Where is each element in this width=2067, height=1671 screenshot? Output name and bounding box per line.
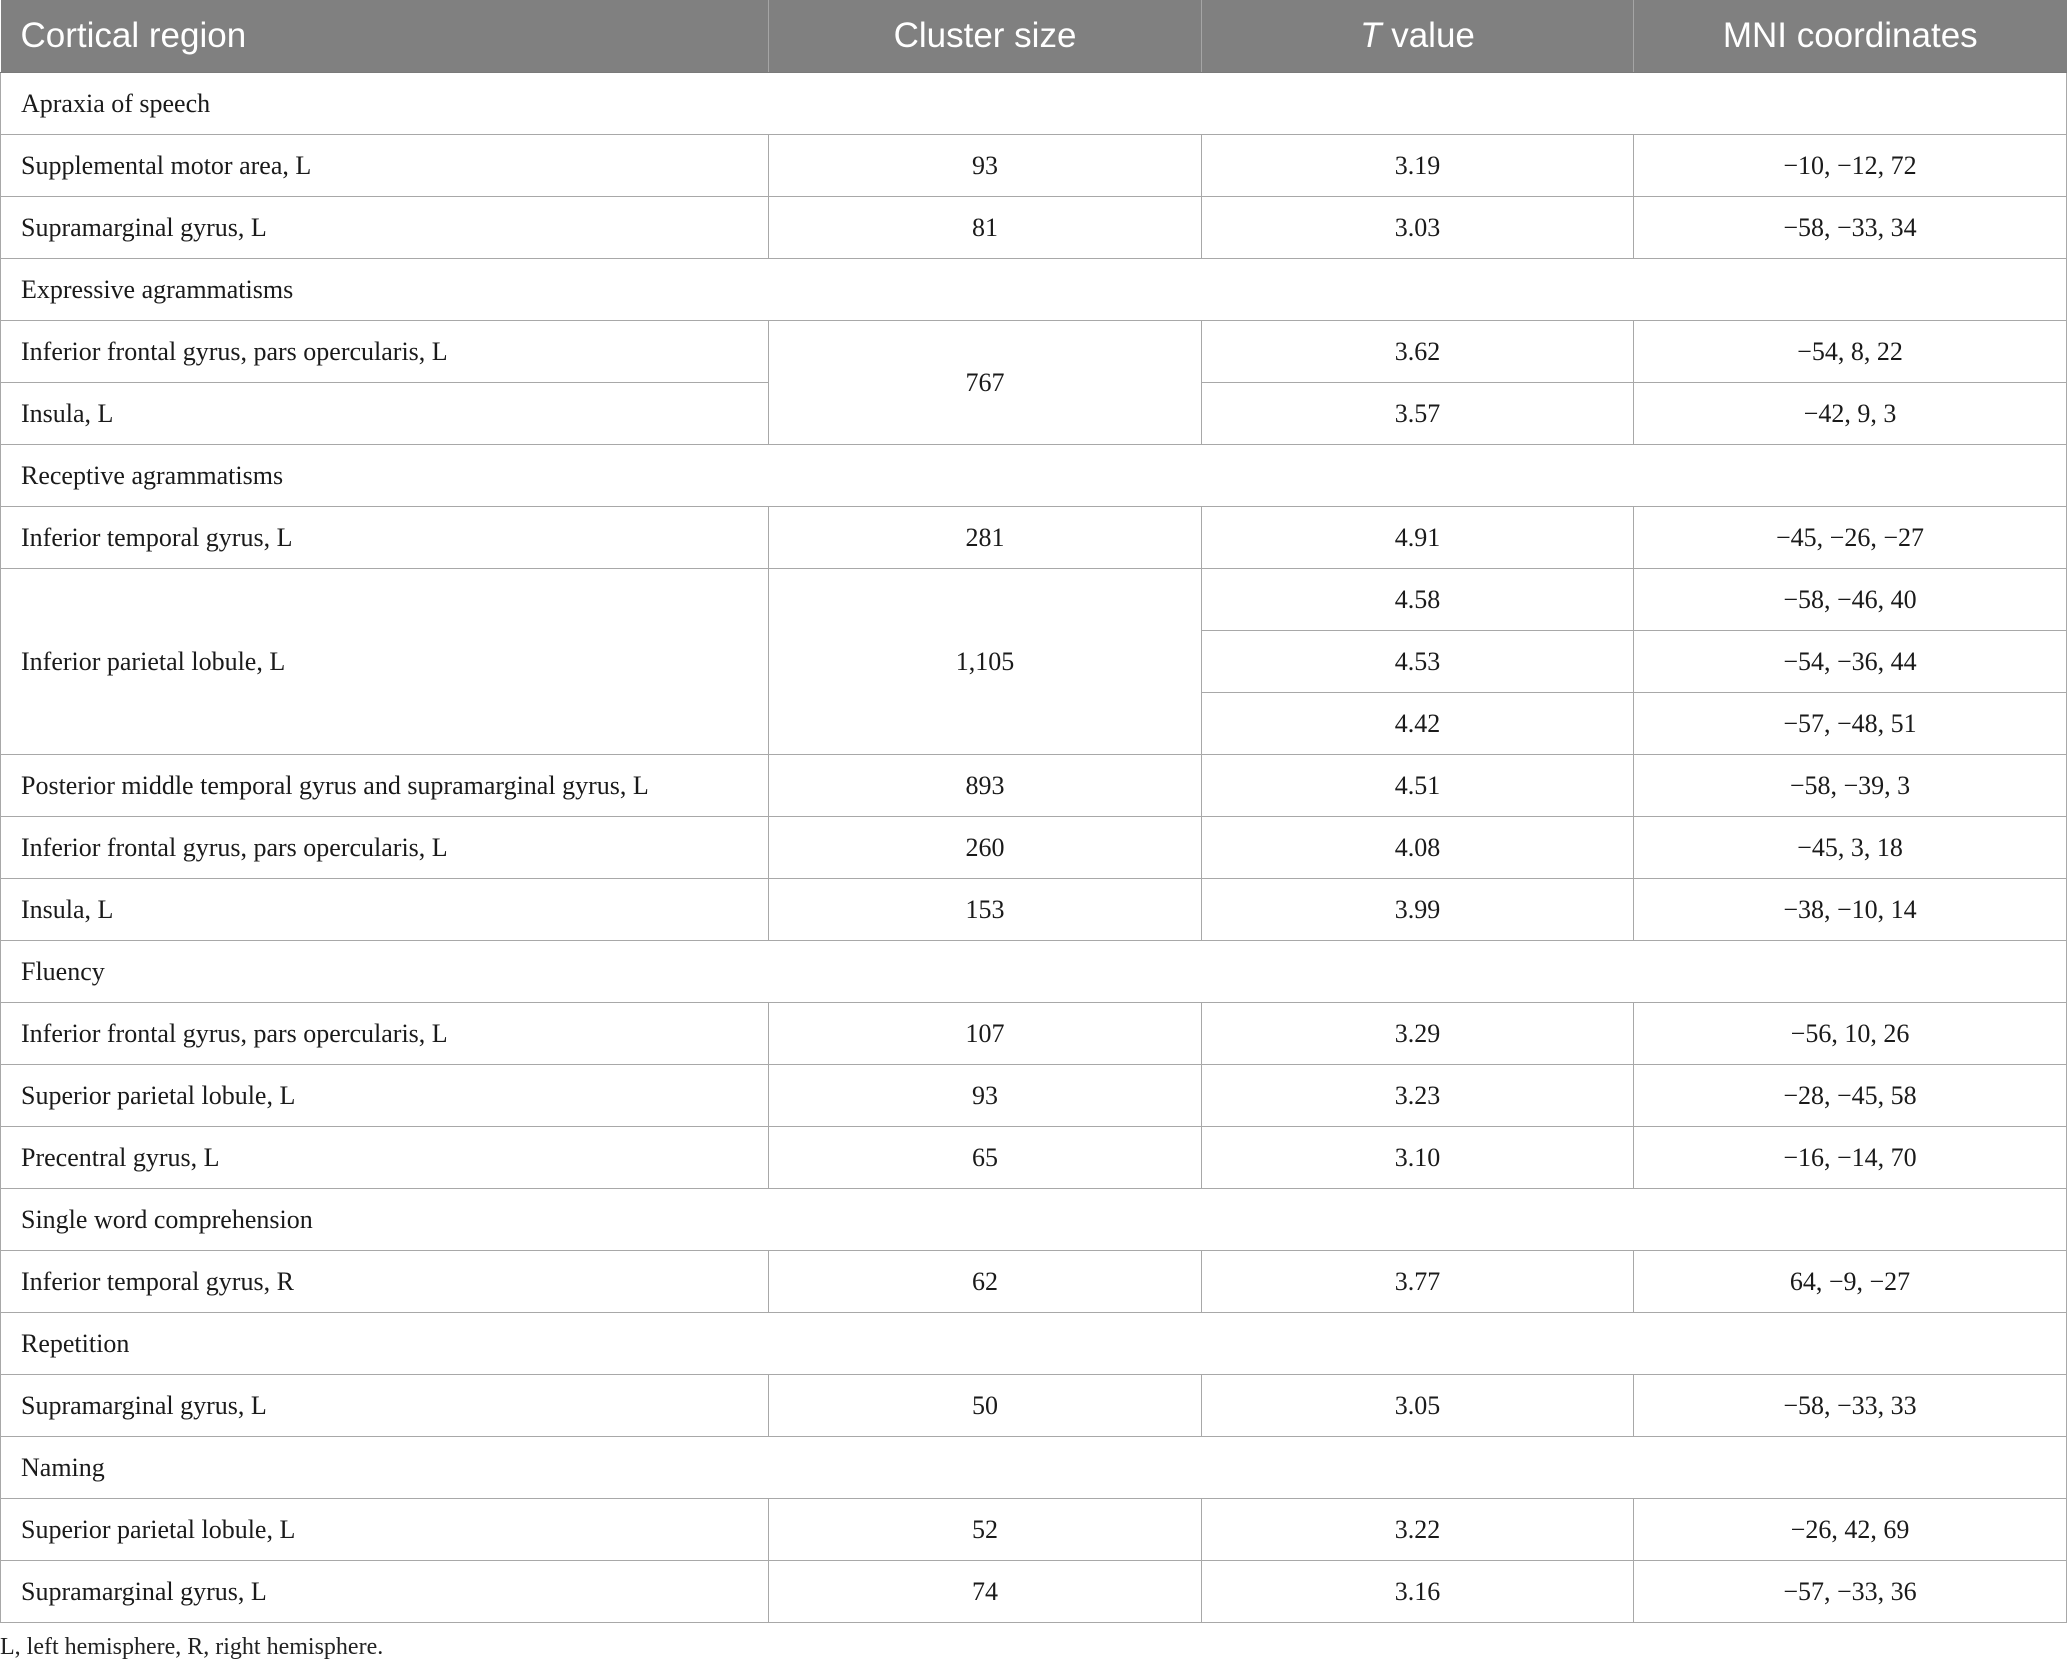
mni-cell: −54, 8, 22 bbox=[1634, 321, 2067, 383]
mni-cell: −58, −46, 40 bbox=[1634, 569, 2067, 631]
section-title: Expressive agrammatisms bbox=[1, 259, 2067, 321]
region-cell: Superior parietal lobule, L bbox=[1, 1499, 769, 1561]
t-value-cell: 3.57 bbox=[1202, 383, 1634, 445]
region-cell: Posterior middle temporal gyrus and supramarginal gyrus, L bbox=[1, 755, 769, 817]
section-row-expressive-agrammatisms bbox=[1, 259, 2067, 321]
mni-cell: −54, −36, 44 bbox=[1634, 631, 2067, 693]
t-value-cell: 3.10 bbox=[1202, 1127, 1634, 1189]
header-cortical-region: Cortical region bbox=[1, 0, 769, 73]
region-cell: Supplemental motor area, L bbox=[1, 135, 769, 197]
table-row bbox=[1, 1127, 2067, 1189]
region-cell: Inferior frontal gyrus, pars opercularis, L bbox=[1, 817, 769, 879]
mni-cell: −45, −26, −27 bbox=[1634, 507, 2067, 569]
t-value-cell: 3.99 bbox=[1202, 879, 1634, 941]
table-row bbox=[1, 817, 2067, 879]
cluster-size-cell: 767 bbox=[769, 321, 1202, 445]
cluster-size-cell: 260 bbox=[769, 817, 1202, 879]
header-t-label: value bbox=[1381, 16, 1475, 55]
table-footnote: L, left hemisphere, R, right hemisphere. bbox=[0, 1634, 384, 1660]
section-title: Repetition bbox=[1, 1313, 2067, 1375]
section-row-fluency bbox=[1, 941, 2067, 1003]
t-value-cell: 4.53 bbox=[1202, 631, 1634, 693]
region-cell: Inferior frontal gyrus, pars opercularis, L bbox=[1, 321, 769, 383]
t-value-cell: 4.51 bbox=[1202, 755, 1634, 817]
mni-cell: −42, 9, 3 bbox=[1634, 383, 2067, 445]
cluster-size-cell: 52 bbox=[769, 1499, 1202, 1561]
t-value-cell: 3.23 bbox=[1202, 1065, 1634, 1127]
region-cell: Insula, L bbox=[1, 383, 769, 445]
region-cell: Inferior temporal gyrus, R bbox=[1, 1251, 769, 1313]
mni-cell: −26, 42, 69 bbox=[1634, 1499, 2067, 1561]
mni-cell: −57, −33, 36 bbox=[1634, 1561, 2067, 1623]
t-value-cell: 4.91 bbox=[1202, 507, 1634, 569]
table-row bbox=[1, 321, 2067, 383]
t-value-cell: 3.03 bbox=[1202, 197, 1634, 259]
table-row bbox=[1, 1003, 2067, 1065]
mni-cell: −58, −33, 33 bbox=[1634, 1375, 2067, 1437]
cluster-size-cell: 153 bbox=[769, 879, 1202, 941]
region-cell: Precentral gyrus, L bbox=[1, 1127, 769, 1189]
mni-cell: −58, −39, 3 bbox=[1634, 755, 2067, 817]
t-value-cell: 3.22 bbox=[1202, 1499, 1634, 1561]
table-row bbox=[1, 755, 2067, 817]
table-row bbox=[1, 135, 2067, 197]
section-title: Single word comprehension bbox=[1, 1189, 2067, 1251]
mni-cell: −45, 3, 18 bbox=[1634, 817, 2067, 879]
region-cell: Insula, L bbox=[1, 879, 769, 941]
header-t-symbol: T bbox=[1360, 16, 1382, 55]
header-cluster-size: Cluster size bbox=[769, 0, 1202, 73]
table-header-row bbox=[1, 0, 2067, 73]
table-row bbox=[1, 1561, 2067, 1623]
header-mni-coordinates: MNI coordinates bbox=[1634, 0, 2067, 73]
table-row bbox=[1, 1251, 2067, 1313]
region-cell: Supramarginal gyrus, L bbox=[1, 1375, 769, 1437]
section-row-apraxia bbox=[1, 73, 2067, 135]
section-row-naming bbox=[1, 1437, 2067, 1499]
region-cell: Inferior parietal lobule, L bbox=[1, 569, 769, 755]
section-title: Apraxia of speech bbox=[1, 73, 2067, 135]
table-row bbox=[1, 1065, 2067, 1127]
section-title: Naming bbox=[1, 1437, 2067, 1499]
cluster-size-cell: 74 bbox=[769, 1561, 1202, 1623]
region-cell: Supramarginal gyrus, L bbox=[1, 197, 769, 259]
cluster-size-cell: 62 bbox=[769, 1251, 1202, 1313]
t-value-cell: 3.77 bbox=[1202, 1251, 1634, 1313]
t-value-cell: 3.05 bbox=[1202, 1375, 1634, 1437]
header-t-value bbox=[1202, 0, 1634, 73]
cluster-size-cell: 281 bbox=[769, 507, 1202, 569]
table-row bbox=[1, 569, 2067, 631]
t-value-cell: 3.19 bbox=[1202, 135, 1634, 197]
mni-cell: −57, −48, 51 bbox=[1634, 693, 2067, 755]
mni-cell: −38, −10, 14 bbox=[1634, 879, 2067, 941]
cluster-size-cell: 93 bbox=[769, 135, 1202, 197]
t-value-cell: 3.62 bbox=[1202, 321, 1634, 383]
cluster-size-cell: 893 bbox=[769, 755, 1202, 817]
mni-cell: −58, −33, 34 bbox=[1634, 197, 2067, 259]
cluster-size-cell: 93 bbox=[769, 1065, 1202, 1127]
region-cell: Inferior temporal gyrus, L bbox=[1, 507, 769, 569]
region-cell: Inferior frontal gyrus, pars opercularis, L bbox=[1, 1003, 769, 1065]
table-row bbox=[1, 1375, 2067, 1437]
t-value-cell: 3.29 bbox=[1202, 1003, 1634, 1065]
table-row bbox=[1, 1499, 2067, 1561]
table-row bbox=[1, 197, 2067, 259]
t-value-cell: 4.08 bbox=[1202, 817, 1634, 879]
t-value-cell: 4.58 bbox=[1202, 569, 1634, 631]
section-row-repetition bbox=[1, 1313, 2067, 1375]
cluster-size-cell: 81 bbox=[769, 197, 1202, 259]
cluster-size-cell: 65 bbox=[769, 1127, 1202, 1189]
section-title: Fluency bbox=[1, 941, 2067, 1003]
region-cell: Supramarginal gyrus, L bbox=[1, 1561, 769, 1623]
section-row-single-word-comprehension bbox=[1, 1189, 2067, 1251]
cluster-size-cell: 1,105 bbox=[769, 569, 1202, 755]
table-row bbox=[1, 507, 2067, 569]
region-cell: Superior parietal lobule, L bbox=[1, 1065, 769, 1127]
mni-cell: 64, −9, −27 bbox=[1634, 1251, 2067, 1313]
mni-cell: −16, −14, 70 bbox=[1634, 1127, 2067, 1189]
t-value-cell: 3.16 bbox=[1202, 1561, 1634, 1623]
t-value-cell: 4.42 bbox=[1202, 693, 1634, 755]
cluster-size-cell: 107 bbox=[769, 1003, 1202, 1065]
mni-cell: −56, 10, 26 bbox=[1634, 1003, 2067, 1065]
mni-cell: −10, −12, 72 bbox=[1634, 135, 2067, 197]
section-row-receptive-agrammatisms bbox=[1, 445, 2067, 507]
cluster-size-cell: 50 bbox=[769, 1375, 1202, 1437]
mni-cell: −28, −45, 58 bbox=[1634, 1065, 2067, 1127]
table-row bbox=[1, 879, 2067, 941]
section-title: Receptive agrammatisms bbox=[1, 445, 2067, 507]
